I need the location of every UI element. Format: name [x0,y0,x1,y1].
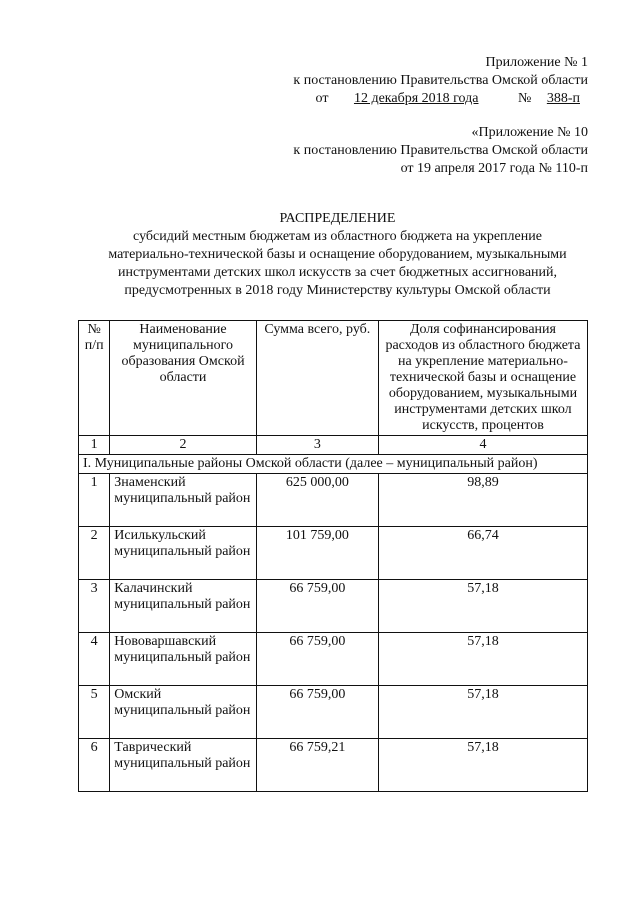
distribution-table [78,320,588,792]
annex-1-title: Приложение № 1 [485,55,588,70]
title-heading: РАСПРЕДЕЛЕНИЕ [279,211,396,226]
row-municipality: Знаменский муниципальный район [110,474,256,527]
row-municipality: Омский муниципальный район [110,686,256,739]
table-row [79,474,588,527]
column-number: 4 [378,436,587,455]
row-number: 2 [79,527,110,580]
table-row [79,739,588,792]
header-share: Доля софинансирования расходов из областного бюджета на укрепление материально-технической базы и оснащение оборудованием, музыкальными инструментами детских школ искусств, процентов [378,321,587,436]
annex-1-date-line [293,90,588,108]
header-number: № п/п [79,321,110,436]
title-line-2: материально-технической базы и оснащение оборудованием, музыкальными [108,247,567,262]
row-share: 57,18 [378,633,587,686]
row-municipality: Калачинский муниципальный район [110,580,256,633]
row-sum: 66 759,00 [256,686,378,739]
annex-1-from-label: от [315,91,329,106]
column-number-row [79,436,588,455]
annex-1-number: 388-п [546,91,580,106]
title-line-4: предусмотренных в 2018 году Министерству культуры Омской области [124,283,551,298]
row-sum: 625 000,00 [256,474,378,527]
row-sum: 66 759,00 [256,580,378,633]
section-row [79,455,588,474]
annex-10-title: «Приложение № 10 [471,125,588,140]
row-number: 4 [79,633,110,686]
annex-10-header [293,124,588,178]
row-number: 5 [79,686,110,739]
column-number: 3 [256,436,378,455]
row-number: 6 [79,739,110,792]
annex-1-header [293,54,588,108]
row-share: 57,18 [378,739,587,792]
row-number: 1 [79,474,110,527]
title-line-1: субсидий местным бюджетам из областного бюджета на укрепление [133,229,542,244]
row-share: 57,18 [378,580,587,633]
row-sum: 66 759,00 [256,633,378,686]
row-municipality: Нововаршавский муниципальный район [110,633,256,686]
row-sum: 101 759,00 [256,527,378,580]
annex-1-date: 12 декабря 2018 года [353,91,479,106]
title-line-3: инструментами детских школ искусств за счет бюджетных ассигнований, [117,265,558,280]
table-row [79,527,588,580]
row-share: 98,89 [378,474,587,527]
annex-10-date: от 19 апреля 2017 года № 110-п [400,161,588,176]
table-row [79,686,588,739]
annex-1-number-label: № [517,91,532,106]
row-number: 3 [79,580,110,633]
column-number: 1 [79,436,110,455]
column-number: 2 [110,436,256,455]
row-municipality: Таврический муниципальный район [110,739,256,792]
section-title: I. Муниципальные районы Омской области (далее – муниципальный район) [79,455,588,474]
row-sum: 66 759,21 [256,739,378,792]
annex-1-resolution: к постановлению Правительства Омской области [293,73,588,88]
table-row [79,633,588,686]
header-sum: Сумма всего, руб. [256,321,378,436]
row-share: 66,74 [378,527,587,580]
document-title [60,210,615,300]
header-municipality: Наименование муниципального образования Омской области [110,321,256,436]
row-municipality: Исилькульский муниципальный район [110,527,256,580]
annex-10-resolution: к постановлению Правительства Омской области [293,143,588,158]
table-header-row [79,321,588,436]
table-row [79,580,588,633]
row-share: 57,18 [378,686,587,739]
